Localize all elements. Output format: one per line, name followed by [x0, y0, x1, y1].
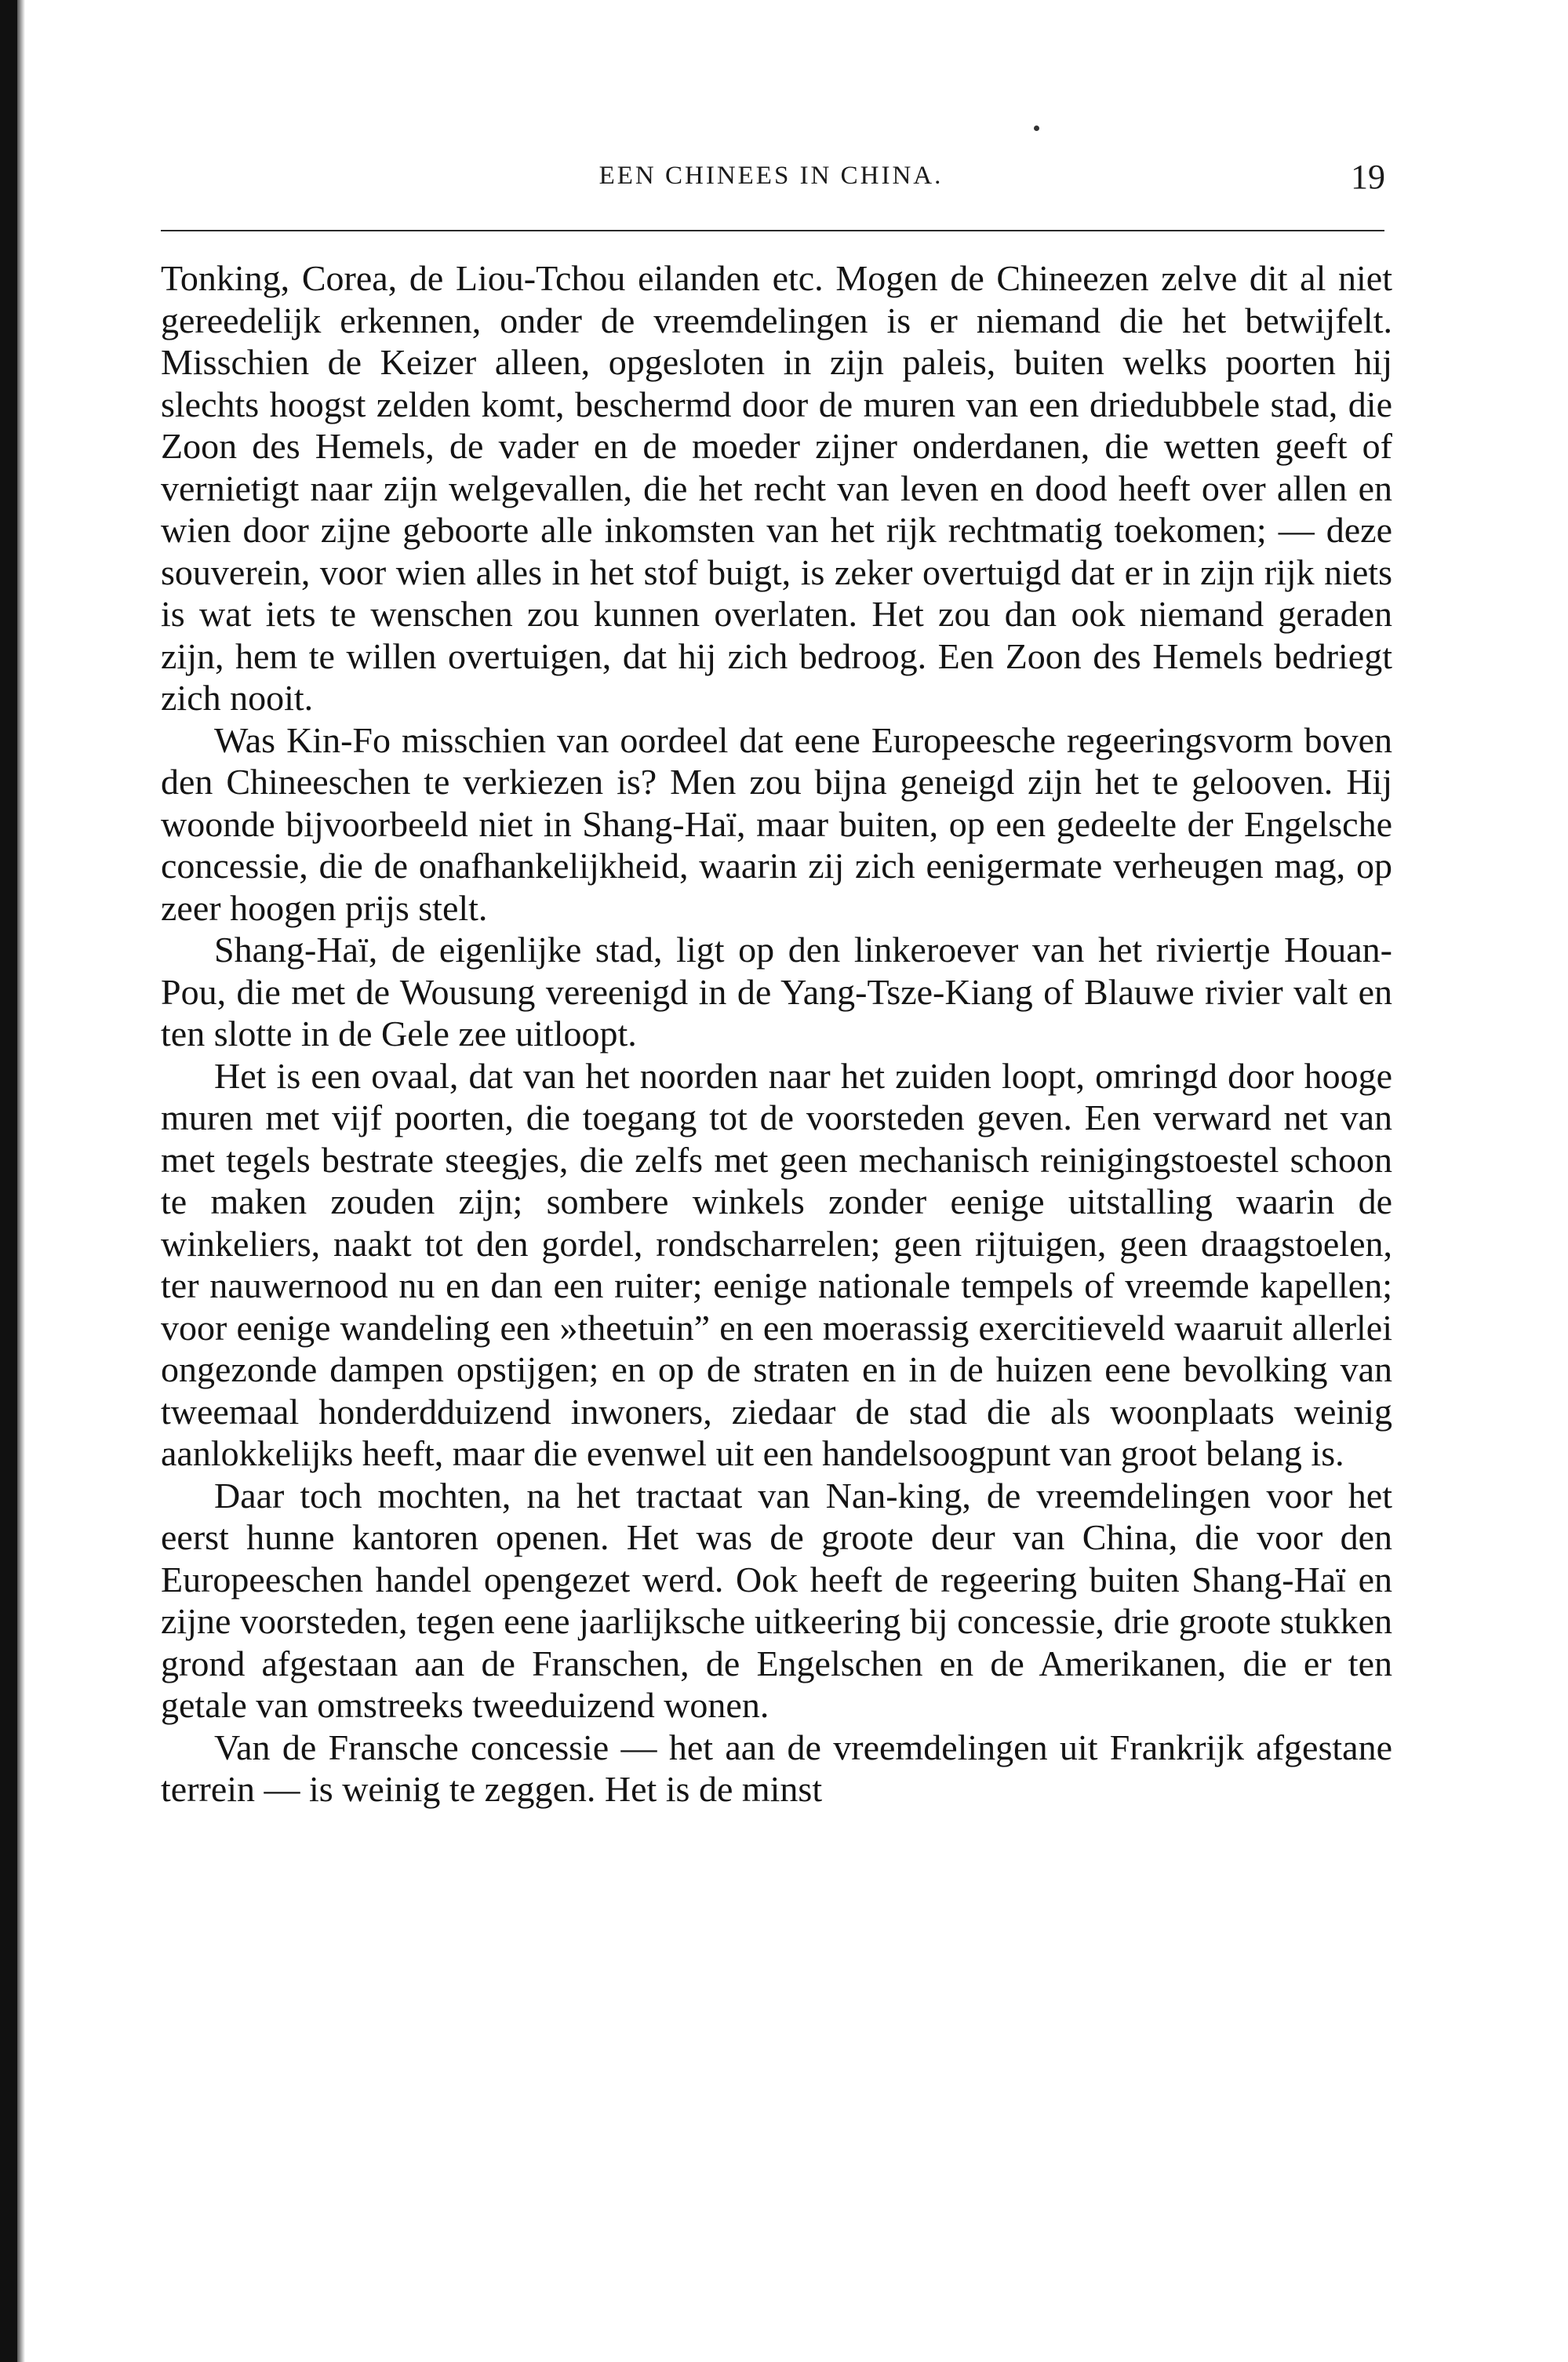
spine-gradient [17, 0, 25, 2362]
page-header [157, 157, 1385, 204]
paragraph: Was Kin-Fo misschien van oordeel dat eene Europeesche regeeringsvorm boven den Chineeschen te verkiezen is? Men zou bijna geneigd zijn het te gelooven. Hij woonde bijvoorbeeld niet in Shang-Haï, maar buiten, op een gedeelte der Engelsche concessie, die de onafhankelijkheid, waarin zij zich eenigermate verheugen mag, op zeer hoogen prijs stelt. [161, 719, 1392, 928]
page-number: 19 [1351, 158, 1385, 196]
running-title: EEN CHINEES IN CHINA. [598, 162, 944, 190]
header-rule [161, 230, 1384, 231]
paragraph: Daar toch mochten, na het tractaat van Nan-king, de vreemdelingen voor het eerst hunne kantoren openen. Het was de groote deur van China, die voor den Europeeschen handel opengezet werd. Ook heeft de regeering buiten Shang-Haï en zijne voorsteden, tegen eene jaarlijksche uitkeering bij concessie, drie groote stukken grond afgestaan aan de Franschen, de Engelschen en de Amerikanen, die er ten getale van omstreeks tweeduizend wonen. [161, 1475, 1392, 1725]
paragraph: Tonking, Corea, de Liou-Tchou eilanden etc. Mogen de Chineezen zelve dit al niet gereedelijk erkennen, onder de vreemdelingen is er niemand die het betwijfelt. Misschien de Keizer alleen, opgesloten in zijn paleis, buiten welks poorten hij slechts hoogst zelden komt, beschermd door de muren van een driedubbele stad, die Zoon des Hemels, de vader en de moeder zijner onderdanen, die wetten geeft of vernietigt naar zijn welgevallen, die het recht van leven en dood heeft over allen en wien door zijne geboorte alle inkomsten van het rijk rechtmatig toekomen; — deze souverein, voor wien alles in het stof buigt, is zeker overtuigd dat er in zijn rijk niets is wat iets te wenschen zou kunnen overlaten. Het zou dan ook niemand geraden zijn, hem te willen overtuigen, dat hij zich bedroog. Een Zoon des Hemels bedriegt zich nooit. [161, 258, 1392, 718]
paragraph: Het is een ovaal, dat van het noorden naar het zuiden loopt, omringd door hooge muren met vijf poorten, die toegang tot de voorsteden geven. Een verward net van met tegels bestrate steegjes, die zelfs met geen mechanisch reinigingstoestel schoon te maken zouden zijn; sombere winkels zonder eenige uitstalling waarin de winkeliers, naakt tot den gordel, rondscharrelen; geen rijtuigen, geen draagstoelen, ter nauwernood nu en dan een ruiter; eenige nationale tempels of vreemde kapellen; voor eenige wandeling een »theetuin” en een moerassig exercitieveld waaruit allerlei ongezonde dampen opstijgen; en op de straten en in de huizen eene bevolking van tweemaal honderdduizend inwoners, ziedaar de stad die als woonplaats weinig aanlokkelijks heeft, maar die evenwel uit een handelsoogpunt van groot belang is. [161, 1055, 1392, 1473]
paragraph: Shang-Haï, de eigenlijke stad, ligt op den linkeroever van het riviertje Houan-Pou, die met de Wousung vereenigd in de Yang-Tsze-Kiang of Blauwe rivier valt en ten slotte in de Gele zee uitloopt. [161, 930, 1392, 1054]
book-spine-shadow [0, 0, 17, 2362]
body-text [161, 257, 1392, 1811]
ink-speck [1034, 126, 1039, 131]
paragraph: Van de Fransche concessie — het aan de vreemdelingen uit Frankrijk afgestane terrein — is weinig te zeggen. Het is de minst [161, 1727, 1392, 1809]
